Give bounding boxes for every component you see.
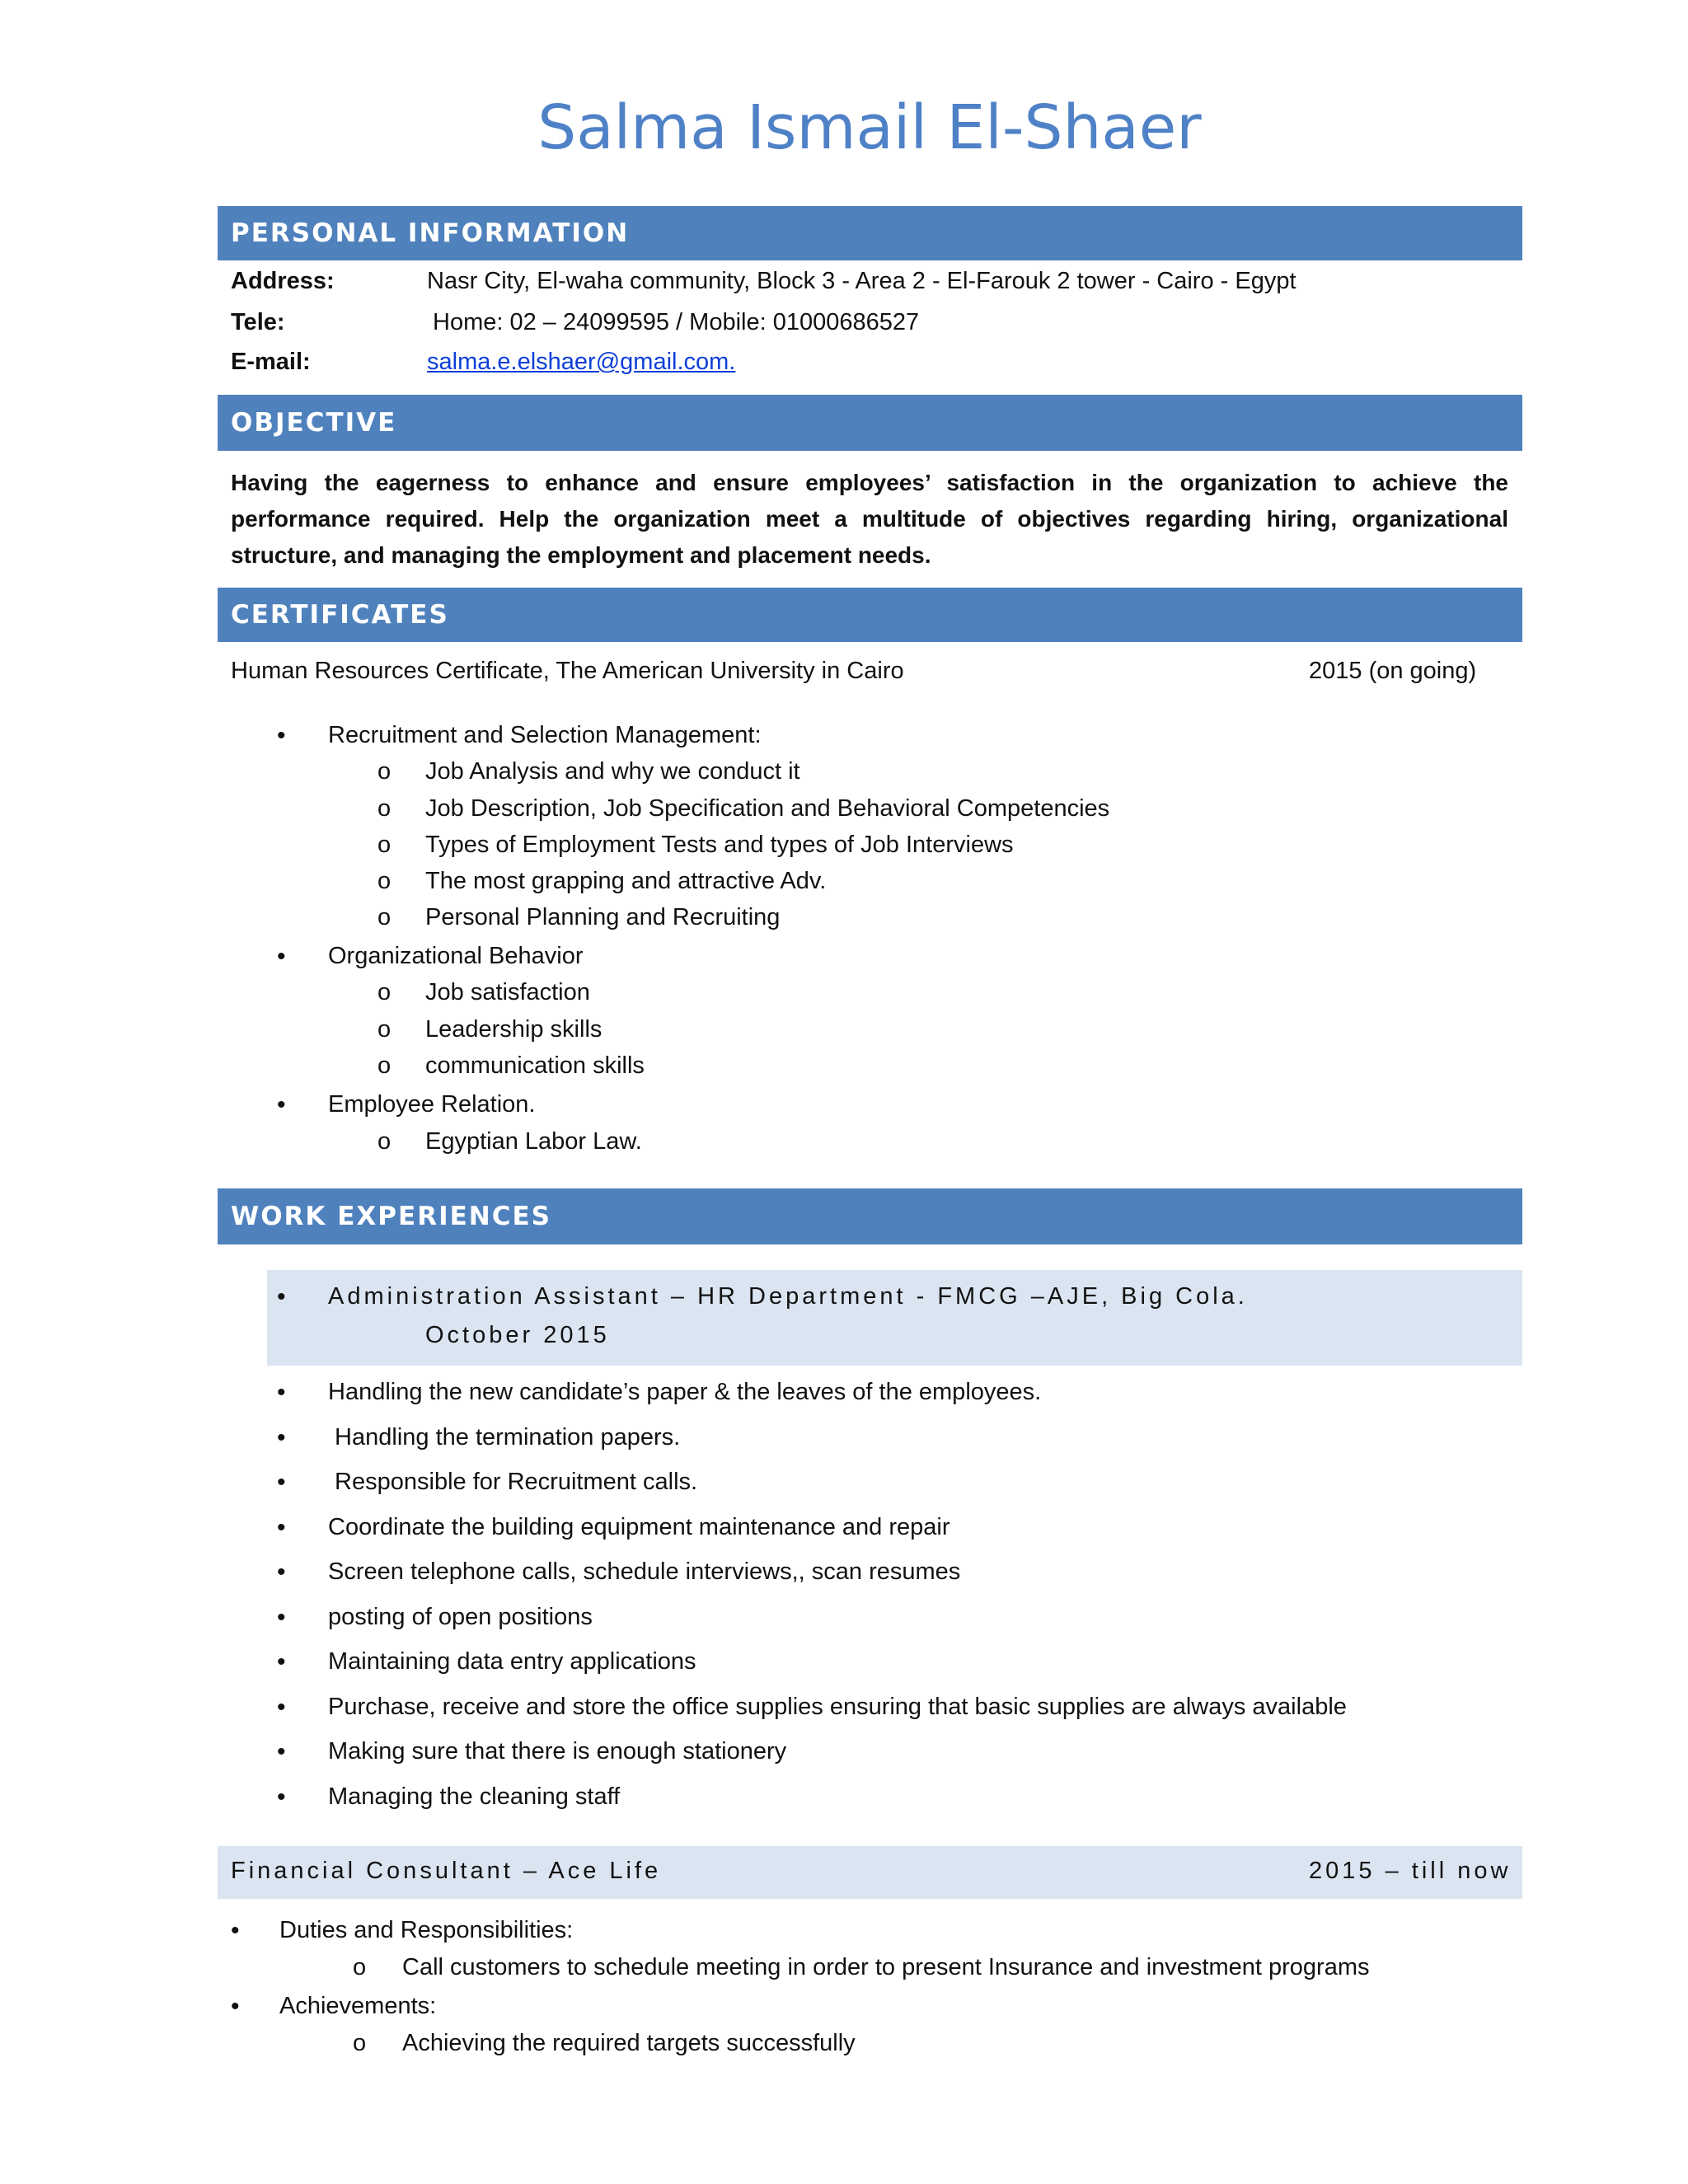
bullet-circle: o bbox=[353, 2030, 367, 2056]
job1-duty: Screen telephone calls, schedule interviews,, scan resumes bbox=[328, 1558, 961, 1585]
topic-item: Job Description, Job Specification and Behavioral Competencies bbox=[425, 795, 1110, 822]
job1-duty: Responsible for Recruitment calls. bbox=[328, 1469, 698, 1495]
job2-duties-label: Duties and Responsibilities: bbox=[279, 1917, 574, 1943]
job1-duty: Handling the new candidate’s paper & the leaves of the employees. bbox=[328, 1379, 1042, 1405]
bullet-disc: • bbox=[277, 1694, 286, 1721]
bullet-circle: o bbox=[377, 1128, 392, 1155]
bullet-disc: • bbox=[231, 1993, 240, 2020]
topic-item: communication skills bbox=[425, 1052, 645, 1079]
bullet-circle: o bbox=[377, 1016, 392, 1043]
job2-title: Financial Consultant – Ace Life bbox=[231, 1858, 662, 1884]
job2-achievements-label: Achievements: bbox=[279, 1993, 437, 2019]
bullet-disc: • bbox=[277, 1091, 286, 1118]
topic-item: Personal Planning and Recruiting bbox=[425, 904, 781, 930]
topic-label: Employee Relation. bbox=[328, 1091, 536, 1118]
bullet-circle: o bbox=[353, 1954, 367, 1980]
job1-date: October 2015 bbox=[425, 1322, 610, 1348]
bullet-circle: o bbox=[377, 979, 392, 1005]
bullet-disc: • bbox=[277, 1783, 286, 1811]
section-personal-information: PERSONAL INFORMATION bbox=[218, 206, 1522, 260]
objective-line: performance required. Help the organization meet a multitude of objectives regarding hiring, organizational bbox=[231, 506, 1508, 532]
bullet-disc: • bbox=[277, 1469, 286, 1496]
topic-item: Egyptian Labor Law. bbox=[425, 1128, 642, 1155]
address-label: Address: bbox=[231, 268, 335, 294]
candidate-name: Salma Ismail El-Shaer bbox=[537, 92, 1202, 163]
job1-duty: Maintaining data entry applications bbox=[328, 1648, 696, 1675]
bullet-disc: • bbox=[277, 1424, 286, 1451]
bullet-disc: • bbox=[277, 1648, 286, 1675]
bullet-circle: o bbox=[377, 758, 392, 785]
job2-duty: Call customers to schedule meeting in order to present Insurance and investment programs bbox=[402, 1954, 1370, 1980]
section-objective: OBJECTIVE bbox=[218, 395, 1522, 451]
bullet-disc: • bbox=[277, 1558, 286, 1586]
bullet-disc: • bbox=[277, 1379, 286, 1406]
certificate-title: Human Resources Certificate, The American University in Cairo bbox=[231, 658, 904, 684]
job1-title: Administration Assistant – HR Department - FMCG –AJE, Big Cola. bbox=[328, 1283, 1248, 1310]
job1-duty: Handling the termination papers. bbox=[328, 1424, 681, 1451]
certificate-date: 2015 (on going) bbox=[1309, 658, 1477, 684]
bullet-disc: • bbox=[277, 1738, 286, 1765]
bullet-circle: o bbox=[377, 904, 392, 930]
topic-item: The most grapping and attractive Adv. bbox=[425, 868, 827, 894]
topic-item: Job satisfaction bbox=[425, 979, 590, 1005]
bullet-disc: • bbox=[277, 943, 286, 970]
topic-label: Organizational Behavior bbox=[328, 943, 584, 969]
bullet-circle: o bbox=[377, 832, 392, 858]
objective-line: Having the eagerness to enhance and ensure employees’ satisfaction in the organization to achieve the bbox=[231, 470, 1508, 495]
bullet-disc: • bbox=[231, 1917, 240, 1944]
job1-duty: Managing the cleaning staff bbox=[328, 1783, 621, 1810]
email-label: E-mail: bbox=[231, 349, 311, 375]
topic-item: Job Analysis and why we conduct it bbox=[425, 758, 800, 785]
objective-line: structure, and managing the employment and placement needs. bbox=[231, 542, 931, 568]
bullet-circle: o bbox=[377, 1052, 392, 1079]
job1-duty: Purchase, receive and store the office supplies ensuring that basic supplies are always available bbox=[328, 1694, 1347, 1720]
topic-item: Types of Employment Tests and types of Job Interviews bbox=[425, 832, 1014, 858]
job1-duty: Making sure that there is enough stationery bbox=[328, 1738, 787, 1765]
tele-value: Home: 02 – 24099595 / Mobile: 01000686527 bbox=[433, 309, 920, 335]
bullet-disc: • bbox=[277, 1283, 286, 1310]
bullet-disc: • bbox=[277, 1604, 286, 1631]
tele-label: Tele: bbox=[231, 309, 285, 335]
job1-duty: Coordinate the building equipment maintenance and repair bbox=[328, 1514, 950, 1540]
bullet-circle: o bbox=[377, 868, 392, 894]
bullet-circle: o bbox=[377, 795, 392, 822]
bullet-disc: • bbox=[277, 722, 286, 749]
objective-text bbox=[231, 465, 1508, 574]
job2-achievement: Achieving the required targets successfully bbox=[402, 2030, 856, 2056]
bullet-disc: • bbox=[277, 1514, 286, 1541]
topic-label: Recruitment and Selection Management: bbox=[328, 722, 762, 748]
email-link[interactable]: salma.e.elshaer@gmail.com. bbox=[427, 349, 736, 375]
section-work-experiences: WORK EXPERIENCES bbox=[218, 1188, 1522, 1244]
address-value: Nasr City, El-waha community, Block 3 - Area 2 - El-Farouk 2 tower - Cairo - Egypt bbox=[427, 268, 1296, 294]
topic-item: Leadership skills bbox=[425, 1016, 603, 1043]
section-certificates: CERTIFICATES bbox=[218, 588, 1522, 642]
job2-date: 2015 – till now bbox=[1309, 1858, 1512, 1884]
job1-duty: posting of open positions bbox=[328, 1604, 593, 1630]
